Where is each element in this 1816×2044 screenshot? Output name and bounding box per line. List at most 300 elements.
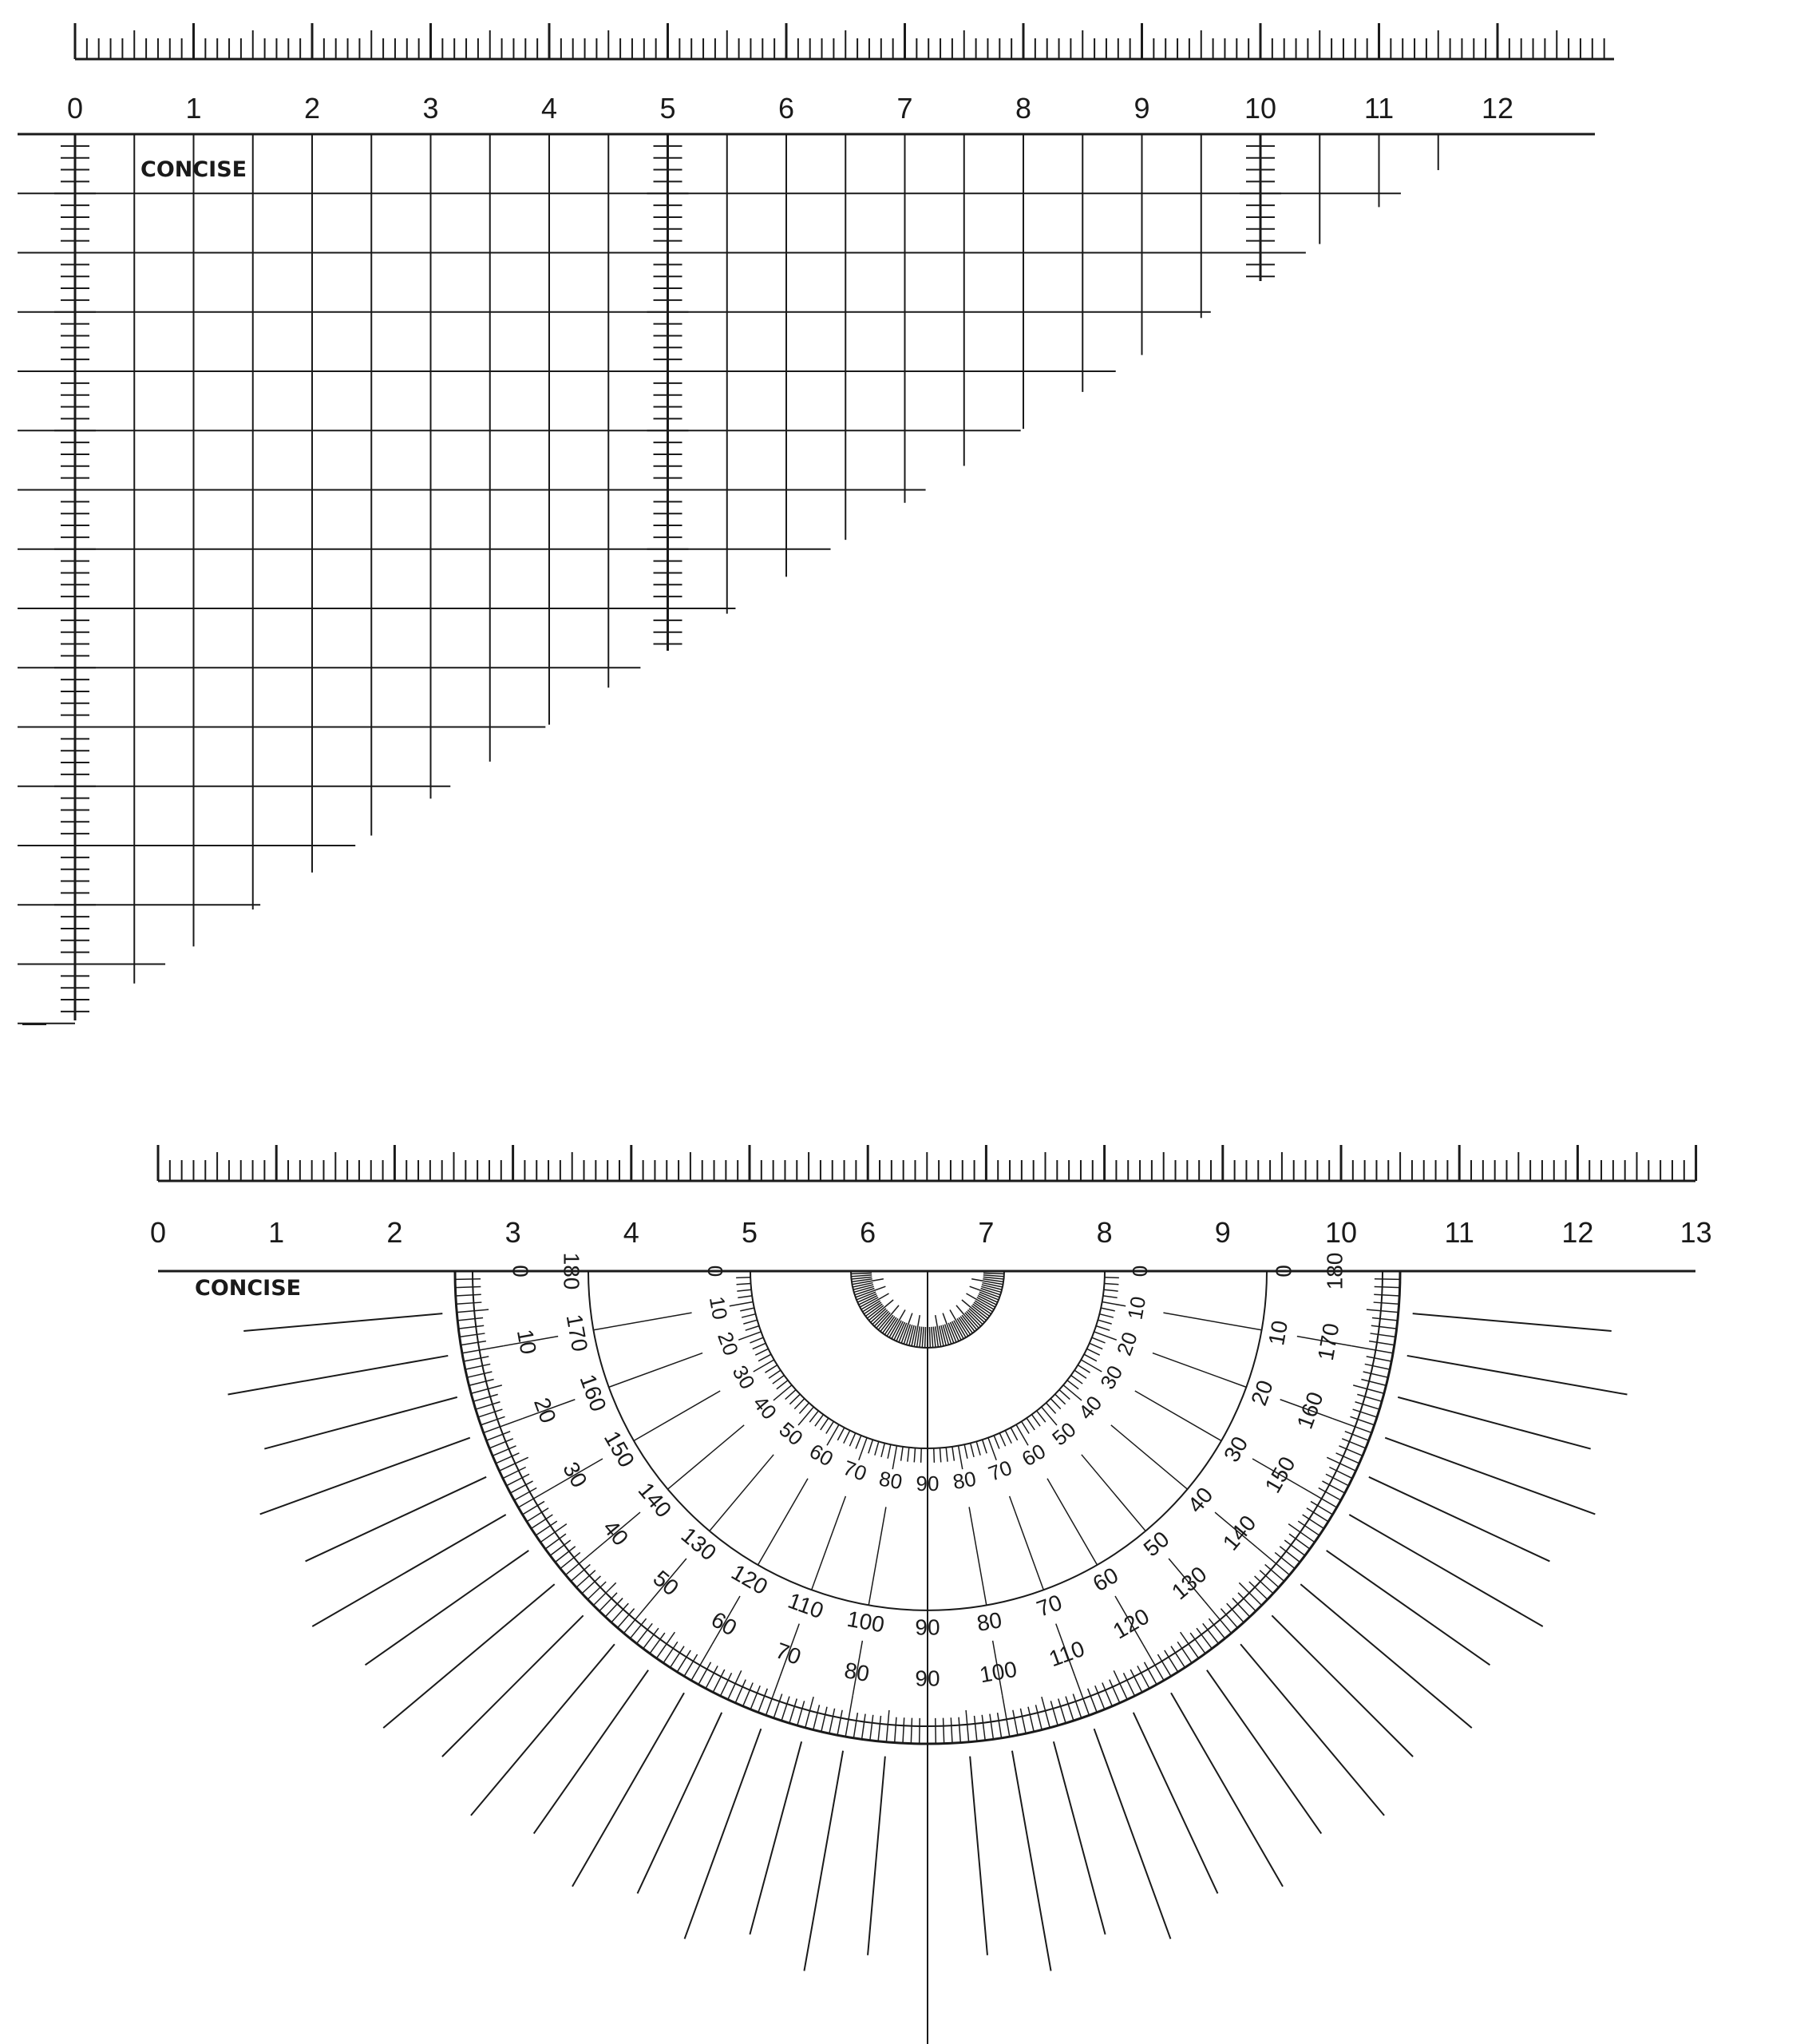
degree-tick (1075, 1676, 1090, 1715)
outer-label-b-170: 170 (561, 1312, 593, 1354)
scale-label-10: 10 (1244, 92, 1277, 125)
inner-degree-tick (837, 1428, 844, 1440)
inner-degree-tick (888, 1444, 891, 1459)
inner-label-80: 80 (951, 1466, 979, 1495)
radial-ray (970, 1757, 987, 1955)
inner-degree-tick (875, 1441, 879, 1455)
inner-degree-tick (1042, 1407, 1057, 1425)
inner-label-70: 70 (840, 1455, 870, 1486)
degree-tick (1181, 1632, 1199, 1658)
outer-label-a-60: 60 (706, 1606, 742, 1641)
degree-tick (464, 1357, 489, 1361)
degree-tick (469, 1379, 494, 1385)
degree-tick (845, 1696, 853, 1737)
inner-degree-tick (1005, 1431, 1011, 1444)
degree-tick (462, 1346, 503, 1353)
degree-tick (1355, 1402, 1380, 1409)
degree-tick (493, 1446, 516, 1456)
inner-label-70: 70 (985, 1455, 1015, 1486)
mid-radial-line (634, 1391, 720, 1441)
degree-tick (1336, 1453, 1359, 1464)
degree-tick (1372, 1318, 1398, 1321)
outer-label-a-110: 110 (1046, 1635, 1088, 1672)
inner-label-90: 90 (916, 1471, 940, 1495)
inner-degree-tick (755, 1349, 768, 1355)
inner-degree-tick (746, 1326, 759, 1331)
inner-degree-tick (1050, 1399, 1061, 1409)
outer-label-b-50: 50 (1138, 1526, 1174, 1562)
scale-label-8: 8 (1015, 92, 1032, 125)
degree-tick (656, 1632, 675, 1658)
inner-label-0: 0 (703, 1265, 728, 1278)
inner-label-0: 0 (1127, 1265, 1152, 1278)
center-degree-tick (925, 1327, 926, 1348)
degree-tick (455, 1279, 481, 1280)
radial-ray (572, 1693, 684, 1886)
inner-degree-tick (794, 1399, 805, 1409)
triangle-ruler-vertical-scales (48, 134, 1288, 1020)
inner-degree-tick (844, 1431, 850, 1444)
degree-tick (1352, 1346, 1393, 1353)
scale-label-4: 4 (540, 92, 558, 125)
inner-label-50: 50 (1047, 1416, 1081, 1451)
inner-degree-tick (799, 1403, 809, 1413)
degree-tick (637, 1623, 653, 1643)
degree-tick (959, 1717, 960, 1743)
mid-radial-line (1082, 1455, 1145, 1531)
inner-degree-tick (934, 1448, 935, 1463)
degree-tick (903, 1717, 904, 1743)
outer-label-a-160: 160 (1292, 1388, 1328, 1432)
inner-label-10: 10 (704, 1294, 733, 1322)
degree-tick (1073, 1693, 1081, 1717)
radial-ray (534, 1670, 648, 1834)
radial-ray (1300, 1584, 1471, 1728)
degree-tick (805, 1697, 813, 1728)
outer-label-a-10: 10 (512, 1327, 541, 1357)
radial-ray (685, 1729, 762, 1939)
degree-tick (1374, 1302, 1399, 1304)
scale-label-6: 6 (777, 92, 795, 125)
degree-tick (1342, 1439, 1366, 1448)
inner-degree-tick (892, 1446, 896, 1470)
degree-tick (555, 1547, 575, 1563)
inner-degree-tick (1104, 1283, 1118, 1284)
outer-label-b-120: 120 (727, 1559, 773, 1600)
scale-label-5: 5 (659, 92, 676, 125)
degree-tick (837, 1710, 842, 1735)
outer-label-a-170: 170 (1312, 1321, 1344, 1363)
radial-ray (442, 1615, 584, 1757)
inner-degree-tick (1074, 1370, 1086, 1378)
degree-tick (1339, 1446, 1362, 1456)
outer-label-b-10: 10 (1264, 1318, 1293, 1348)
inner-degree-tick (1092, 1337, 1106, 1343)
mid-radial-line (1111, 1425, 1188, 1489)
center-degree-tick (929, 1327, 930, 1348)
inner-label-20: 20 (1111, 1329, 1142, 1359)
inner-degree-tick (983, 1440, 987, 1453)
inner-label-60: 60 (805, 1439, 838, 1472)
degree-tick (1003, 1696, 1010, 1737)
inner-degree-tick (1059, 1390, 1070, 1400)
inner-degree-tick (777, 1380, 788, 1389)
degree-tick (473, 1394, 498, 1401)
inner-degree-tick (999, 1433, 1005, 1446)
outer-label-b-100: 100 (845, 1606, 887, 1638)
inner-degree-tick (785, 1390, 796, 1400)
degree-tick (460, 1333, 485, 1337)
scale-label-0: 0 (149, 1216, 167, 1249)
inner-degree-tick (740, 1308, 754, 1311)
center-degree-tick (932, 1327, 933, 1348)
degree-tick (540, 1524, 567, 1543)
degree-tick (1028, 1707, 1034, 1732)
outer-label-b-80: 80 (975, 1607, 1004, 1637)
mid-radial-line (1153, 1353, 1246, 1388)
inner-degree-tick (868, 1440, 873, 1453)
scale-label-1: 1 (268, 1216, 285, 1249)
inner-degree-tick (1078, 1365, 1090, 1373)
scale-label-2: 2 (386, 1216, 403, 1249)
outer-label-b-160: 160 (575, 1371, 611, 1415)
radial-ray (264, 1397, 457, 1449)
center-degree-tick (922, 1327, 924, 1348)
outer-label-a-30: 30 (558, 1457, 592, 1492)
inner-degree-tick (773, 1385, 792, 1400)
inner-degree-tick (1027, 1418, 1035, 1430)
inner-degree-tick (743, 1320, 757, 1324)
outer-label-a-90: 90 (915, 1666, 940, 1691)
inner-degree-tick (754, 1360, 774, 1372)
radial-ray (1207, 1670, 1321, 1834)
degree-tick (1095, 1686, 1105, 1709)
scale-label-2: 2 (303, 92, 321, 125)
radial-ray (804, 1751, 843, 1971)
outer-label-b-40: 40 (1182, 1482, 1218, 1518)
degree-tick (1353, 1385, 1384, 1393)
inner-degree-tick (1098, 1320, 1111, 1324)
inner-label-40: 40 (748, 1391, 782, 1424)
protractor (150, 1145, 1712, 2044)
radial-ray (1012, 1751, 1051, 1971)
degree-tick (1088, 1689, 1097, 1713)
inner-degree-tick (809, 1411, 818, 1422)
inner-degree-tick (1067, 1380, 1078, 1389)
radial-ray (260, 1438, 470, 1515)
degree-tick (1375, 1287, 1400, 1288)
inner-degree-tick (994, 1436, 999, 1449)
radial-ray (638, 1713, 722, 1894)
radial-ray (1407, 1356, 1628, 1395)
scale-label-12: 12 (1481, 92, 1514, 125)
outer-label-a-130: 130 (1166, 1561, 1212, 1605)
inner-degree-tick (1102, 1302, 1126, 1306)
inner-degree-tick (1037, 1411, 1046, 1422)
inner-label-20: 20 (713, 1329, 744, 1359)
radial-ray (1413, 1313, 1612, 1331)
degree-tick (870, 1715, 873, 1741)
degree-tick (455, 1287, 481, 1288)
scale-label-7: 7 (978, 1216, 995, 1249)
radial-ray (1398, 1397, 1590, 1449)
inner-degree-tick (1087, 1349, 1100, 1355)
degree-tick (990, 1714, 993, 1740)
degree-tick (1239, 1583, 1261, 1605)
radial-ray (1054, 1741, 1106, 1934)
inner-degree-tick (964, 1444, 967, 1459)
radial-ray (1272, 1615, 1413, 1757)
degree-tick (1375, 1279, 1400, 1280)
inner-degree-tick (921, 1448, 922, 1463)
radial-ray (243, 1313, 442, 1331)
inner-degree-tick (1071, 1375, 1083, 1384)
degree-tick (456, 1294, 481, 1296)
radial-ray (1094, 1729, 1171, 1939)
mid-radial-line (812, 1496, 846, 1590)
inner-degree-tick (1081, 1360, 1102, 1372)
inner-degree-tick (1022, 1421, 1030, 1433)
degree-tick (821, 1707, 827, 1732)
inner-degree-tick (765, 1365, 777, 1373)
center-degree-tick (851, 1275, 872, 1277)
outer-label-b-140: 140 (633, 1477, 677, 1523)
degree-tick (797, 1701, 805, 1725)
degree-tick (982, 1715, 985, 1741)
degree-tick (457, 1309, 489, 1312)
outer-label-a-120: 120 (1108, 1603, 1153, 1644)
degree-tick (1371, 1333, 1396, 1337)
outer-label-a-20: 20 (528, 1394, 561, 1427)
degree-tick (1288, 1524, 1315, 1543)
degree-tick (1367, 1357, 1391, 1361)
degree-tick (478, 1409, 502, 1417)
scale-label-8: 8 (1096, 1216, 1113, 1249)
scale-label-11: 11 (1363, 92, 1395, 125)
degree-tick (471, 1385, 502, 1393)
inner-degree-tick (1055, 1394, 1066, 1404)
mid-radial-line (609, 1353, 702, 1388)
degree-tick (829, 1709, 835, 1733)
inner-label-30: 30 (1095, 1361, 1128, 1393)
inner-degree-tick (1046, 1403, 1056, 1413)
outer-label-b-90: 90 (915, 1614, 940, 1640)
degree-tick (1203, 1623, 1219, 1643)
triangle-ruler-grid (18, 134, 1595, 1024)
inner-degree-tick (959, 1446, 963, 1470)
radial-ray (1171, 1693, 1283, 1886)
center-degree-tick (983, 1275, 1004, 1277)
scale-label-5: 5 (741, 1216, 758, 1249)
radial-ray (1369, 1477, 1550, 1562)
degree-tick (1357, 1394, 1382, 1401)
degree-tick (457, 1318, 483, 1321)
inner-degree-tick (1011, 1428, 1017, 1440)
radial-ray (383, 1584, 554, 1728)
inner-degree-tick (914, 1448, 915, 1462)
scale-label-12: 12 (1561, 1216, 1594, 1249)
degree-tick (1280, 1547, 1300, 1563)
degree-tick (951, 1717, 952, 1743)
degree-tick (789, 1699, 797, 1724)
inner-label-30: 30 (727, 1361, 760, 1393)
inner-degree-tick (1084, 1354, 1097, 1361)
inner-degree-tick (901, 1447, 904, 1461)
inner-degree-tick (1031, 1415, 1040, 1427)
outer-label-a-0: 0 (508, 1265, 533, 1278)
inner-degree-tick (1101, 1308, 1115, 1311)
degree-tick (1350, 1416, 1374, 1424)
degree-tick (1035, 1705, 1042, 1729)
mid-radial-line (1047, 1479, 1098, 1565)
degree-tick (458, 1325, 484, 1329)
degree-tick (1367, 1309, 1399, 1312)
degree-tick (998, 1713, 1002, 1738)
outer-label-b-130: 130 (676, 1522, 722, 1566)
inner-degree-tick (849, 1433, 855, 1446)
inner-degree-tick (881, 1443, 884, 1456)
outer-label-a-40: 40 (598, 1515, 634, 1551)
inner-degree-tick (789, 1394, 800, 1404)
degree-tick (489, 1439, 513, 1448)
degree-tick (911, 1718, 912, 1744)
inner-degree-tick (773, 1375, 785, 1384)
radial-ray (306, 1477, 487, 1562)
degree-tick (1363, 1372, 1388, 1377)
outer-label-b-20: 20 (1246, 1377, 1278, 1409)
degree-tick (486, 1432, 510, 1440)
mid-radial-line (1135, 1391, 1221, 1441)
scale-label-10: 10 (1324, 1216, 1358, 1249)
inner-degree-tick (952, 1447, 955, 1461)
inner-degree-tick (859, 1438, 867, 1460)
scale-label-11: 11 (1444, 1216, 1474, 1249)
degree-tick (743, 1682, 754, 1705)
inner-degree-tick (738, 1296, 752, 1298)
outer-label-a-70: 70 (772, 1638, 805, 1670)
outer-label-b-110: 110 (785, 1587, 827, 1624)
inner-degree-tick (737, 1289, 751, 1291)
mid-radial-line (758, 1479, 809, 1565)
inner-degree-tick (737, 1283, 751, 1284)
outer-label-b-150: 150 (599, 1426, 639, 1472)
degree-tick (1013, 1710, 1018, 1735)
inner-label-40: 40 (1073, 1391, 1107, 1424)
degree-tick (1345, 1432, 1369, 1440)
inner-degree-tick (946, 1448, 948, 1462)
radial-ray (1327, 1551, 1490, 1665)
degree-tick (1353, 1409, 1377, 1417)
degree-tick (1369, 1341, 1395, 1345)
degree-tick (1371, 1325, 1397, 1329)
center-degree-tick (851, 1273, 872, 1274)
inner-degree-tick (798, 1407, 813, 1425)
scale-label-0: 0 (66, 92, 84, 125)
inner-degree-tick (826, 1421, 834, 1433)
scale-label-4: 4 (623, 1216, 639, 1249)
radial-ray (366, 1551, 529, 1665)
radial-ray (471, 1644, 615, 1815)
inner-label-10: 10 (1122, 1294, 1151, 1322)
radial-ray (868, 1757, 885, 1955)
inner-degree-tick (827, 1424, 839, 1445)
scale-label-1: 1 (185, 92, 202, 125)
center-degree-tick (983, 1273, 1004, 1274)
degree-tick (853, 1713, 857, 1738)
triangle-ruler-brand: CONCISE (140, 157, 247, 182)
inner-degree-tick (738, 1332, 761, 1340)
degree-tick (878, 1716, 880, 1741)
degree-tick (1110, 1680, 1120, 1703)
degree-tick (766, 1676, 781, 1715)
degree-tick (496, 1453, 519, 1464)
degree-tick (750, 1686, 760, 1709)
outer-label-b-0: 0 (1271, 1265, 1296, 1278)
degree-tick (1050, 1701, 1058, 1725)
mid-radial-line (667, 1425, 744, 1489)
inner-degree-tick (988, 1438, 996, 1460)
degree-tick (813, 1705, 820, 1729)
inner-degree-tick (856, 1436, 861, 1449)
inner-degree-tick (1103, 1296, 1118, 1298)
degree-tick (593, 1583, 615, 1605)
outer-label-a-50: 50 (648, 1565, 684, 1601)
degree-tick (735, 1680, 746, 1703)
degree-tick (465, 1364, 490, 1369)
inner-degree-tick (1063, 1385, 1082, 1400)
inner-degree-tick (753, 1343, 766, 1349)
radial-ray (1385, 1438, 1595, 1515)
inner-degree-tick (769, 1370, 781, 1378)
inner-degree-tick (1094, 1332, 1117, 1340)
inner-degree-tick (750, 1337, 763, 1343)
outer-label-a-180: 180 (1322, 1252, 1347, 1290)
degree-tick (481, 1416, 504, 1424)
outer-label-b-70: 70 (1033, 1590, 1066, 1622)
degree-tick (975, 1716, 977, 1741)
degree-tick (1374, 1294, 1399, 1296)
scale-label-9: 9 (1214, 1216, 1231, 1249)
degree-tick (1066, 1697, 1074, 1721)
scale-label-3: 3 (422, 92, 439, 125)
degree-tick (1102, 1682, 1113, 1705)
radial-ray (1240, 1644, 1384, 1815)
outer-label-b-30: 30 (1218, 1432, 1253, 1467)
inner-degree-tick (1096, 1326, 1110, 1331)
scale-label-13: 13 (1680, 1216, 1712, 1249)
scale-label-9: 9 (1134, 92, 1150, 125)
outer-label-b-180: 180 (559, 1252, 584, 1290)
inner-label-50: 50 (774, 1416, 808, 1451)
scale-label-7: 7 (896, 92, 913, 125)
outer-label-a-140: 140 (1217, 1510, 1261, 1555)
inner-degree-tick (821, 1418, 829, 1430)
degree-tick (1042, 1697, 1050, 1728)
degree-tick (862, 1714, 865, 1740)
inner-degree-tick (971, 1443, 974, 1456)
degree-tick (773, 1693, 781, 1717)
radial-ray (312, 1515, 505, 1626)
radial-ray (750, 1741, 801, 1934)
inner-degree-tick (1104, 1289, 1118, 1291)
outer-label-a-80: 80 (842, 1658, 872, 1687)
degree-tick (886, 1710, 888, 1742)
radial-ray (1134, 1713, 1218, 1894)
inner-degree-tick (1016, 1424, 1028, 1445)
outer-label-a-150: 150 (1260, 1452, 1300, 1497)
inner-degree-tick (1090, 1343, 1102, 1349)
outer-label-b-60: 60 (1088, 1562, 1123, 1597)
